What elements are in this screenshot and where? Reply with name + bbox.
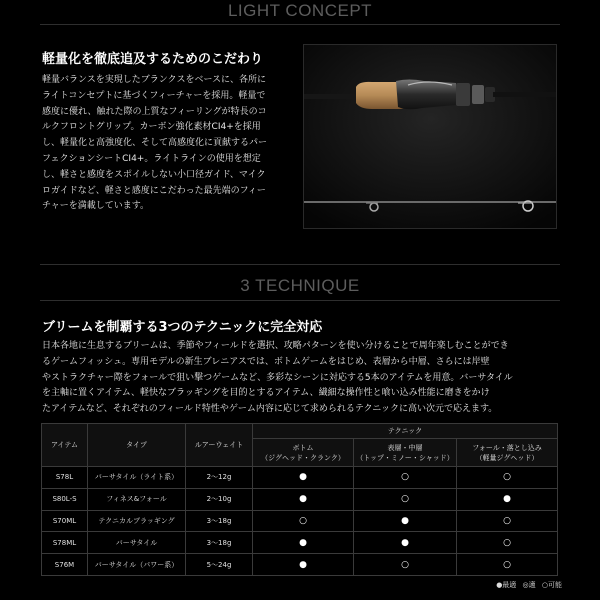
cell-type: バーサタイル bbox=[88, 532, 186, 554]
header-item: アイテム bbox=[42, 424, 88, 467]
cell-type: バーサタイル（パワー系） bbox=[88, 554, 186, 576]
cell-item: S78L bbox=[42, 467, 88, 489]
cell-lure: 3〜18g bbox=[186, 532, 253, 554]
cell-surface: ○ bbox=[354, 467, 457, 489]
cell-type: バーサタイル（ライト系） bbox=[88, 467, 186, 489]
technique-body: 日本各地に生息するブリームは、季節やフィールドを選択、攻略パターンを使い分けることで周年楽しむことができ るゲームフィッシュ。専用モデルの新生ブレニアスでは、ボトムゲームをはじめ、表層から中層、さらには岸壁 やストラクチャー際をフォールで狙い撃つゲームなど、多彩なシーンに対応する5本のアイテムを用意。バーサタイル を主軸に置くアイテム、軽快なブラッギングを目的とするアイテム、繊細な操作性と喰い込み性能に磨きをかけ たアイテムなど、それぞれのフィールド特性やゲーム内容に応じて求められるテクニックに高い次元で応えます。 bbox=[42, 341, 513, 415]
cell-surface: ● bbox=[354, 510, 457, 532]
header-fall: フォール・落とし込み （軽量ジグヘッド） bbox=[457, 439, 558, 467]
rod-photo bbox=[303, 44, 557, 229]
cell-type: テクニカルブラッギング bbox=[88, 510, 186, 532]
table-row bbox=[42, 510, 558, 532]
spec-table bbox=[41, 423, 558, 576]
light-concept-heading: LIGHT CONCEPT bbox=[227, 1, 373, 20]
legend-ok: ○可能 bbox=[541, 581, 562, 589]
table-row bbox=[42, 532, 558, 554]
cell-fall: ● bbox=[457, 488, 558, 510]
cell-surface: ● bbox=[354, 532, 457, 554]
cell-fall: ○ bbox=[457, 467, 558, 489]
cell-item: S70ML bbox=[42, 510, 88, 532]
cell-lure: 2〜12g bbox=[186, 467, 253, 489]
cell-fall: ○ bbox=[457, 554, 558, 576]
section-divider bbox=[40, 264, 560, 265]
table-row bbox=[42, 554, 558, 576]
cell-surface: ○ bbox=[354, 488, 457, 510]
cell-fall: ○ bbox=[457, 510, 558, 532]
cell-bottom: ● bbox=[253, 467, 354, 489]
cell-type: フィネス&フォール bbox=[88, 488, 186, 510]
table-row bbox=[42, 488, 558, 510]
cell-lure: 3〜18g bbox=[186, 510, 253, 532]
header-bottom: ボトム （ジグヘッド・クランク） bbox=[253, 439, 354, 467]
cell-item: S80L-S bbox=[42, 488, 88, 510]
cell-lure: 2〜10g bbox=[186, 488, 253, 510]
technique-heading: 3 TECHNIQUE bbox=[240, 276, 360, 295]
section-divider bbox=[40, 24, 560, 25]
light-concept-subtitle: 軽量化を徹底追及するためのこだわり bbox=[42, 52, 264, 67]
legend-best: ●最適 bbox=[496, 581, 517, 589]
cell-bottom: ● bbox=[253, 532, 354, 554]
cell-lure: 5〜24g bbox=[186, 554, 253, 576]
legend bbox=[474, 580, 562, 590]
section-divider bbox=[40, 300, 560, 301]
cell-bottom: ○ bbox=[253, 510, 354, 532]
header-technique: テクニック bbox=[253, 424, 558, 439]
header-lure-weight: ルアーウェイト bbox=[186, 424, 253, 467]
header-surface: 表層・中層 （トップ・ミノー・シャッド） bbox=[354, 439, 457, 467]
cell-item: S78ML bbox=[42, 532, 88, 554]
cell-fall: ○ bbox=[457, 532, 558, 554]
cell-bottom: ● bbox=[253, 554, 354, 576]
technique-subtitle: ブリームを制覇する3つのテクニックに完全対応 bbox=[42, 320, 323, 335]
cell-bottom: ● bbox=[253, 488, 354, 510]
cell-surface: ○ bbox=[354, 554, 457, 576]
header-type: タイプ bbox=[88, 424, 186, 467]
light-concept-body: 軽量バランスを実現したブランクスをベースに、各所に ライトコンセプトに基づくフィーチャーを採用。軽量で 感度に優れ、触れた際の上質なフィーリングが特長のコ ルクフロントグリップ。カーボン強化素材CI4+を採用 し、軽量化と高強度化、そして高感度化に貢献するパー フェクションシートCI4+。ライトラインの使用を想定 し、軽さと感度をスポイルしない小口径ガイド、マイク ロガイドなど、軽さと感度にこだわった最先端のフィー チャーを満載しています。 bbox=[42, 75, 268, 212]
cell-item: S76M bbox=[42, 554, 88, 576]
table-row bbox=[42, 467, 558, 489]
legend-good: ◎適 bbox=[522, 581, 536, 589]
